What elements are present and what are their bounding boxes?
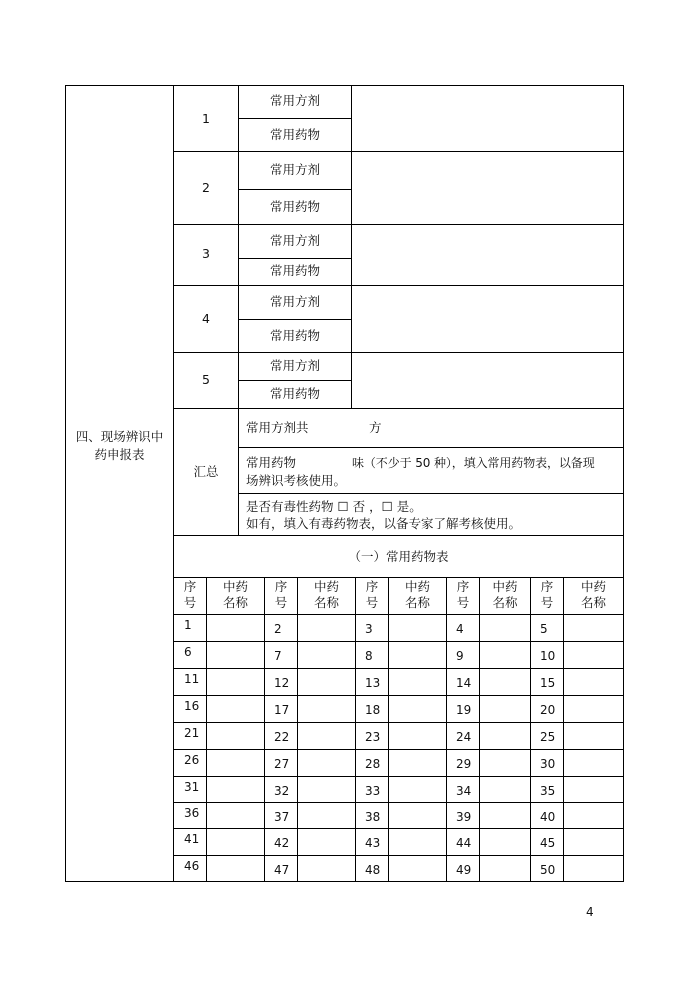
seq-number: 30 bbox=[540, 757, 556, 771]
header-name: 中药 名称 bbox=[580, 579, 606, 610]
seq-number: 50 bbox=[540, 863, 556, 877]
seq-number: 33 bbox=[365, 784, 381, 798]
seq-number: 31 bbox=[184, 780, 200, 794]
seq-number: 49 bbox=[456, 863, 472, 877]
medicine-label: 常用药物 bbox=[269, 386, 320, 401]
seq-number: 44 bbox=[456, 836, 472, 850]
seq-number: 17 bbox=[274, 703, 290, 717]
seq-number: 20 bbox=[540, 703, 556, 717]
seq-number: 5 bbox=[540, 622, 548, 636]
header-seq: 序 号 bbox=[274, 579, 288, 610]
seq-number: 42 bbox=[274, 836, 290, 850]
header-seq: 序 号 bbox=[456, 579, 470, 610]
group-index: 2 bbox=[202, 180, 210, 195]
seq-number: 34 bbox=[456, 784, 472, 798]
seq-number: 38 bbox=[365, 810, 381, 824]
medicine-label: 常用药物 bbox=[269, 199, 320, 214]
formula-label: 常用方剂 bbox=[269, 294, 320, 309]
header-name: 中药 名称 bbox=[404, 579, 430, 610]
seq-number: 21 bbox=[184, 726, 200, 740]
group-index: 3 bbox=[202, 246, 210, 261]
formula-total-suffix: 方 bbox=[369, 420, 382, 435]
seq-number: 45 bbox=[540, 836, 556, 850]
seq-number: 23 bbox=[365, 730, 381, 744]
seq-number: 41 bbox=[184, 832, 200, 846]
seq-number: 7 bbox=[274, 649, 282, 663]
medicine-count-prefix: 常用药物 bbox=[246, 455, 297, 470]
medicine-label: 常用药物 bbox=[269, 127, 320, 142]
seq-number: 18 bbox=[365, 703, 381, 717]
seq-number: 11 bbox=[184, 672, 200, 686]
seq-number: 27 bbox=[274, 757, 290, 771]
formula-label: 常用方剂 bbox=[269, 162, 320, 177]
page-number: 4 bbox=[586, 905, 594, 919]
section-label bbox=[66, 428, 173, 464]
seq-number: 8 bbox=[365, 649, 373, 663]
seq-number: 3 bbox=[365, 622, 373, 636]
seq-number: 13 bbox=[365, 676, 381, 690]
header-seq: 序 号 bbox=[183, 579, 197, 610]
seq-number: 15 bbox=[540, 676, 556, 690]
header-seq: 序 号 bbox=[540, 579, 554, 610]
medicine-count-line2: 场辨识考核使用。 bbox=[246, 473, 347, 488]
group-index: 4 bbox=[202, 311, 210, 326]
seq-number: 46 bbox=[184, 859, 200, 873]
seq-number: 28 bbox=[365, 757, 381, 771]
seq-number: 9 bbox=[456, 649, 464, 663]
seq-number: 47 bbox=[274, 863, 290, 877]
seq-number: 35 bbox=[540, 784, 556, 798]
toxic-question: 是否有毒性药物 ☐ 否 ，☐ 是。 bbox=[246, 499, 422, 514]
seq-number: 48 bbox=[365, 863, 381, 877]
seq-number: 14 bbox=[456, 676, 472, 690]
seq-number: 2 bbox=[274, 622, 282, 636]
seq-number: 24 bbox=[456, 730, 472, 744]
seq-number: 25 bbox=[540, 730, 556, 744]
seq-number: 16 bbox=[184, 699, 200, 713]
seq-number: 1 bbox=[184, 618, 192, 632]
formula-label: 常用方剂 bbox=[269, 233, 320, 248]
seq-number: 39 bbox=[456, 810, 472, 824]
seq-number: 29 bbox=[456, 757, 472, 771]
header-name: 中药 名称 bbox=[222, 579, 248, 610]
seq-number: 19 bbox=[456, 703, 472, 717]
seq-number: 37 bbox=[274, 810, 290, 824]
summary-label: 汇总 bbox=[193, 464, 219, 479]
medicine-label: 常用药物 bbox=[269, 328, 320, 343]
seq-number: 40 bbox=[540, 810, 556, 824]
header-name: 中药 名称 bbox=[313, 579, 339, 610]
toxic-instruction: 如有，填入有毒药物表，以备专家了解考核使用。 bbox=[246, 516, 522, 531]
seq-number: 36 bbox=[184, 806, 200, 820]
seq-number: 12 bbox=[274, 676, 290, 690]
header-seq: 序 号 bbox=[365, 579, 379, 610]
formula-total-prefix: 常用方剂共 bbox=[246, 420, 309, 435]
medicine-table-title: （一）常用药物表 bbox=[348, 549, 449, 564]
section-label-line2: 药申报表 bbox=[94, 447, 145, 462]
medicine-label: 常用药物 bbox=[269, 263, 320, 278]
group-index: 5 bbox=[202, 372, 210, 387]
seq-number: 6 bbox=[184, 645, 192, 659]
seq-number: 22 bbox=[274, 730, 290, 744]
seq-number: 32 bbox=[274, 784, 290, 798]
header-name: 中药 名称 bbox=[492, 579, 518, 610]
seq-number: 10 bbox=[540, 649, 556, 663]
group-index: 1 bbox=[202, 111, 210, 126]
formula-label: 常用方剂 bbox=[269, 93, 320, 108]
section-label-line1: 四、现场辨识中 bbox=[75, 429, 164, 444]
seq-number: 43 bbox=[365, 836, 381, 850]
seq-number: 26 bbox=[184, 753, 200, 767]
formula-label: 常用方剂 bbox=[269, 358, 320, 373]
medicine-count-suffix: 味（不少于 50 种），填入常用药物表，以备现 bbox=[352, 456, 595, 470]
seq-number: 4 bbox=[456, 622, 464, 636]
